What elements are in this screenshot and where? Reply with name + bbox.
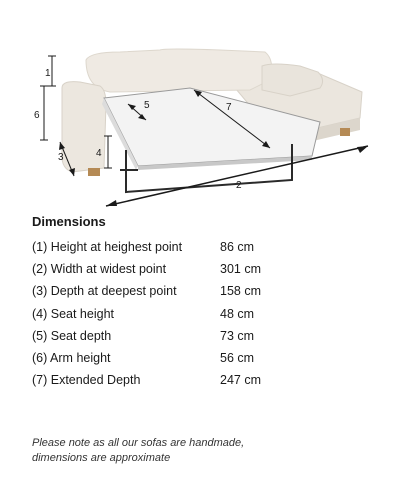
dimension-value: 158 cm: [220, 284, 261, 299]
disclaimer-line: dimensions are approximate: [32, 452, 171, 464]
dimension-value: 86 cm: [220, 240, 255, 255]
handmade-disclaimer: [32, 436, 372, 466]
marker-1: 1: [45, 68, 51, 79]
marker-4: 4: [96, 148, 102, 159]
sofa-leg-right: [340, 128, 350, 136]
marker-2: 2: [236, 180, 242, 191]
dimension-label: (3) Depth at deepest point: [32, 284, 177, 299]
dimension-value: 56 cm: [220, 351, 255, 366]
marker-3: 3: [58, 152, 64, 163]
dimension-label: (5) Seat depth: [32, 328, 112, 343]
dimension-row-arm-height: [32, 347, 332, 369]
dimension-row-depth: [32, 280, 332, 302]
sofa-backrest: [86, 49, 272, 92]
sofa-leg-left: [88, 168, 100, 176]
dimension-row-seat-height: [32, 303, 332, 325]
dimension-label: (4) Seat height: [32, 306, 114, 321]
dimensions-heading: Dimensions: [32, 214, 106, 229]
disclaimer-line: Please note as all our sofas are handmade,: [32, 437, 245, 449]
dimension-row-extended-depth: [32, 369, 332, 391]
dimension-label: (7) Extended Depth: [32, 373, 141, 388]
dimension-row-seat-depth: [32, 325, 332, 347]
dimension-row-height: [32, 236, 332, 258]
dimension-value: 73 cm: [220, 328, 255, 343]
dimension-row-width: [32, 258, 332, 280]
marker-5: 5: [144, 100, 150, 111]
dimension-label: (6) Arm height: [32, 351, 111, 366]
dimension-value: 48 cm: [220, 306, 255, 321]
dimensions-list: [32, 236, 332, 391]
dimension-label: (1) Height at heighest point: [32, 240, 183, 255]
sofa-bed-illustration: [0, 0, 400, 212]
dimension-label: (2) Width at widest point: [32, 262, 167, 277]
dimension-value: 247 cm: [220, 373, 261, 388]
marker-7: 7: [226, 102, 232, 113]
dimension-value: 301 cm: [220, 262, 261, 277]
marker-6: 6: [34, 110, 40, 121]
